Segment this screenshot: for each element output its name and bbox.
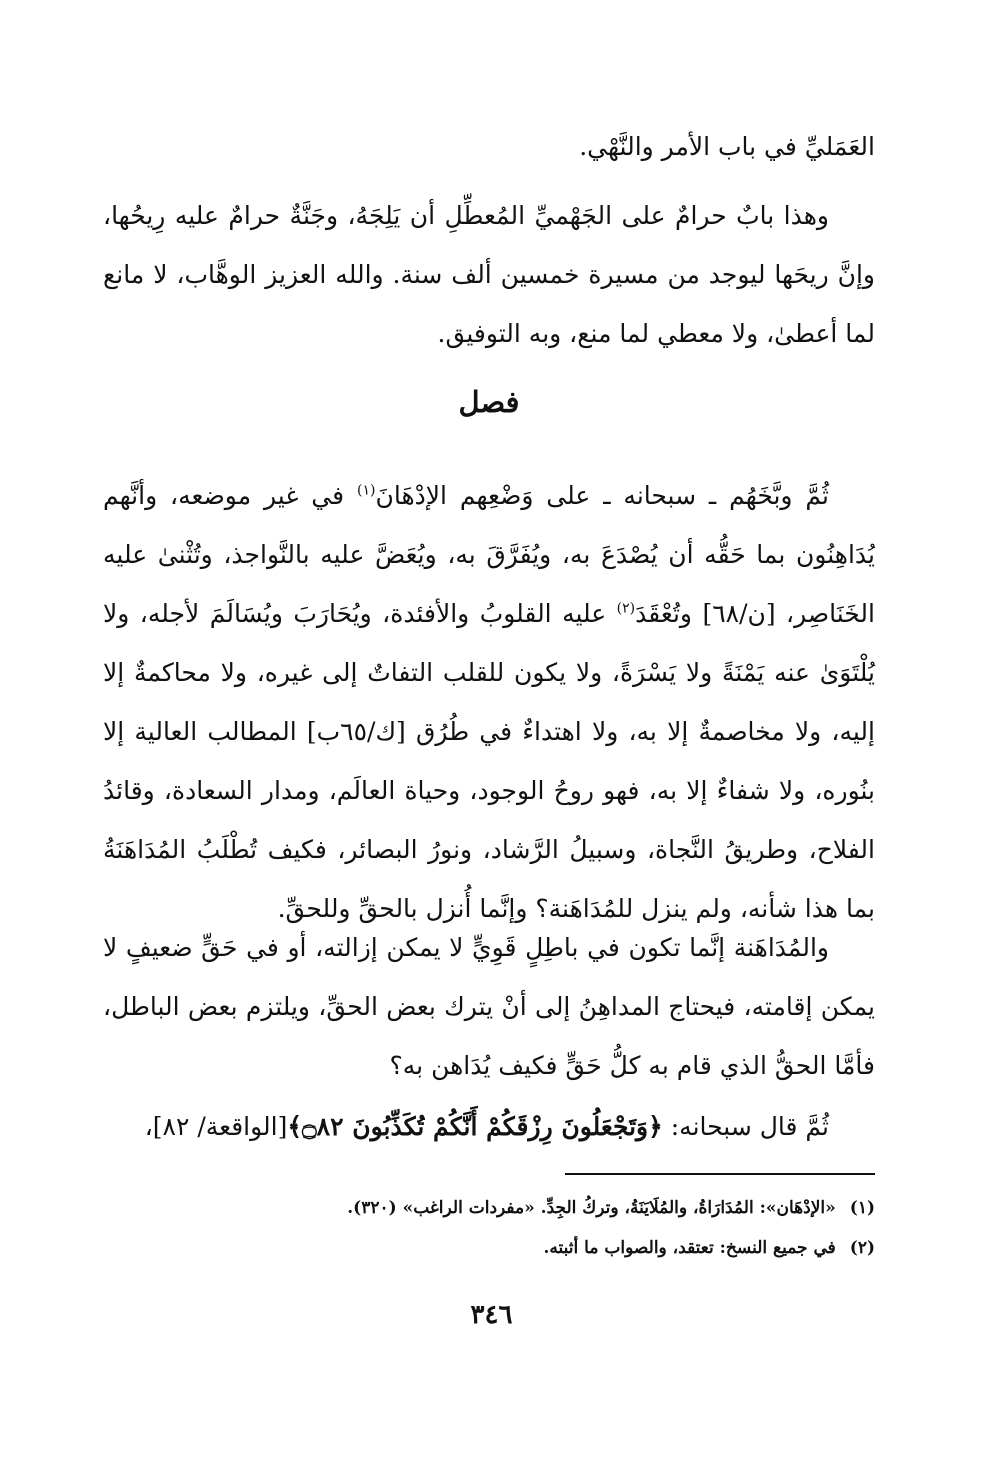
footnote-1 — [103, 1188, 875, 1228]
footnote-text: في جميع النسخ: تعتقد، والصواب ما أثبته. — [543, 1238, 836, 1258]
paragraph-text: والمُدَاهَنة إنَّما تكون في باطِلٍ قَوِيٍّ لا يمكن إزالته، أو في حَقٍّ ضعيفٍ لا يمكن إقامته، فيحتاج المداهِنُ إلى أنْ يترك بعض الحقِّ، ويلتزم بعض الباطل، فأمَّا الحقُّ الذي قام به كلُّ حَقٍّ فكيف يُدَاهن به؟ — [103, 933, 875, 1080]
paragraph-text — [103, 466, 875, 938]
paragraph-continuation — [103, 117, 875, 176]
paragraph-text: وهذا بابٌ حرامٌ على الجَهْميِّ المُعطِّلِ أن يَلِجَهُ، وجَنَّةٌ حرامٌ عليه رِيحُها، وإنَّ ريحَها ليوجد من مسيرة خمسين ألف سنة. والله العزيز الوهَّاب، لا مانع لما أعطىٰ، ولا معطي لما منع، وبه التوفيق. — [103, 201, 875, 348]
paragraph-text: العَمَليِّ في باب الأمر والنَّهْي. — [579, 132, 875, 161]
footnote-text: «الإدْهَان»: المُدَارَاةُ، والمُلَايَنَةُ، وتركُ الجِدِّ. «مفردات الراغب» (٣٢٠). — [347, 1198, 836, 1218]
footnote-divider — [565, 1173, 875, 1175]
footnote-number: (٢) — [849, 1238, 875, 1258]
footnote-number: (١) — [849, 1198, 875, 1218]
footnote-ref-2[interactable]: (٢) — [616, 600, 636, 617]
verse-reference: [الواقعة/ ٨٢]، — [144, 1112, 288, 1141]
section-heading: فصل — [458, 385, 520, 419]
citation-prefix: ثُمَّ قال سبحانه: — [662, 1112, 829, 1141]
main-text-part-1: ثُمَّ وبَّخَهُم ـ سبحانه ـ على وَضْعِهم الإدْهَانَ — [375, 481, 829, 510]
main-text-part-2: في غير موضعه، وأنَّهم يُدَاهِنُون بما حَقُّه أن يُصْدَعَ به، ويُفَرَّقَ به، ويُعَضَّ عليه بالنَّواجذ، وتُثْنىٰ عليه الخَنَاصِر، [ن/٦٨] وتُعْقَدَ — [103, 481, 875, 628]
footnote-ref-1[interactable]: (١) — [357, 482, 376, 499]
paragraph-quran-citation — [103, 1097, 875, 1156]
paragraph-text — [103, 1097, 875, 1156]
footnotes — [103, 1188, 875, 1268]
paragraph-main — [103, 466, 875, 938]
footnote-2 — [103, 1228, 875, 1268]
paragraph-mudahana — [103, 918, 875, 1095]
paragraph-jahmi — [103, 186, 875, 363]
quran-verse: ﴿وَتَجْعَلُونَ رِزْقَكُمْ أَنَّكُمْ تُكَذِّبُونَ ۝٨٢﴾ — [287, 1112, 663, 1141]
page-number: ٣٤٦ — [470, 1300, 513, 1330]
main-text-part-3: عليه القلوبُ والأفئدة، ويُحَارَبَ ويُسَالَمَ لأجله، ولا يُلْتَوَىٰ عنه يَمْنَةً ولا يَسْرَةً، ولا يكون للقلب التفاتٌ إلى غيره، ولا محاكمةٌ إلا إليه، ولا مخاصمةٌ إلا به، ولا اهتداءٌ في طُرُق [ك/٦٥ب] المطالب العالية إلا بنُوره، ولا شفاءٌ إلا به، فهو روحُ الوجود، وحياة العالَم، ومدار السعادة، وقائدُ الفلاح، وطريقُ النَّجاة، وسبيلُ الرَّشاد، ونورُ البصائر، فكيف تُطْلَبُ المُدَاهَنَةُ بما هذا شأنه، ولم ينزل للمُدَاهَنة؟ وإنَّما أُنزل بالحقِّ وللحقِّ. — [103, 599, 875, 923]
